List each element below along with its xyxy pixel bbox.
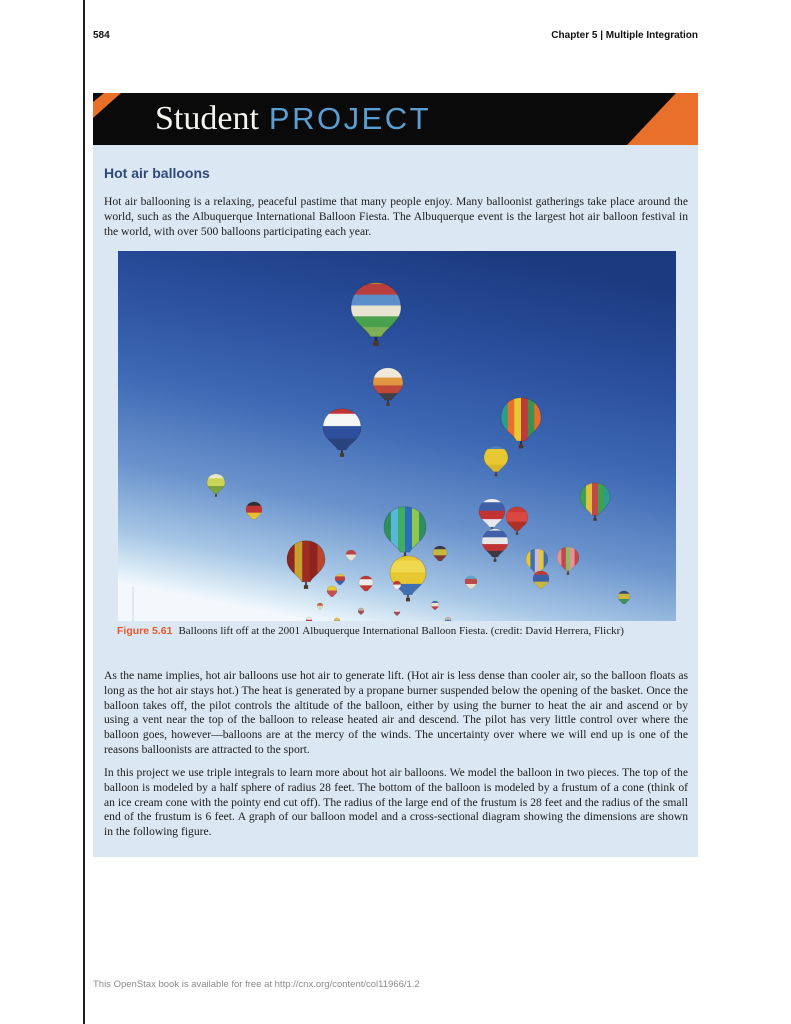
openstax-footer: This OpenStax book is available for free at http://cnx.org/content/col11966/1.2 bbox=[93, 979, 420, 990]
paragraph-lift: As the name implies, hot air balloons use hot air to generate lift. (Hot air is less dense than cooler air, so the balloon floats as long as the hot air stays hot.) The heat is generated by a propane burner suspended below the opening of the basket. Once the balloon takes off, the pilot controls the altitude of the balloon, either by using the burner to heat the air and ascend or by using a vent near the top of the balloon to release heated air and descend. The pilot has very little control over where the balloon goes, however—balloons are at the mercy of the winds. The uncertainty over where we will end up is one of the reasons balloonists are attracted to the sport. bbox=[104, 669, 688, 756]
balloon-photo-figure bbox=[118, 251, 676, 621]
balloon-basket bbox=[386, 403, 389, 406]
figure-label: Figure 5.61 bbox=[117, 625, 173, 637]
banner-title-project: PROJECT bbox=[268, 101, 432, 136]
balloon-basket bbox=[215, 495, 217, 497]
figure-caption-text: Balloons lift off at the 2001 Albuquerque International Balloon Fiesta. (credit: David Herrera, Flickr) bbox=[178, 625, 624, 637]
balloon-basket bbox=[406, 598, 410, 602]
paragraph-intro: Hot air ballooning is a relaxing, peaceful pastime that many people enjoy. Many balloonist gatherings take place around the world, such as the Albuquerque International Balloon Fiesta. The Albuquerque event is the largest hot air balloon festival in the world, with over 500 balloons participating each year. bbox=[104, 195, 688, 238]
balloon-basket bbox=[593, 518, 596, 521]
figure-caption bbox=[117, 624, 683, 638]
balloon-basket bbox=[495, 474, 498, 476]
banner-title bbox=[155, 93, 431, 145]
chapter-header: Chapter 5 | Multiple Integration bbox=[551, 30, 698, 41]
page-number: 584 bbox=[93, 30, 110, 41]
balloon-basket bbox=[519, 444, 523, 448]
balloon-basket bbox=[304, 585, 308, 589]
balloon-basket bbox=[373, 341, 379, 346]
banner-title-student: Student bbox=[155, 100, 259, 137]
student-project-panel bbox=[93, 145, 698, 857]
paragraph-model: In this project we use triple integrals to learn more about hot air balloons. We model the balloon in two pieces. The top of the balloon is modeled by a half sphere of radius 28 feet. The bottom of the balloon is modeled by a frustum of a cone (think of an ice cream cone with the pointy end cut off). The radius of the large end of the frustum is 28 feet and the radius of the small end of the frustum is 6 feet. A graph of our balloon model and a cross-sectional diagram showing the dimensions are shown in the following figure. bbox=[104, 766, 688, 839]
section-heading: Hot air balloons bbox=[104, 165, 210, 181]
student-project-banner bbox=[93, 93, 698, 145]
page-left-edge bbox=[83, 0, 85, 1024]
balloon-basket bbox=[516, 533, 518, 535]
balloon-basket bbox=[340, 453, 344, 457]
balloon-basket bbox=[567, 573, 569, 575]
balloon-photo-svg bbox=[118, 251, 676, 621]
balloon-basket bbox=[494, 559, 497, 562]
